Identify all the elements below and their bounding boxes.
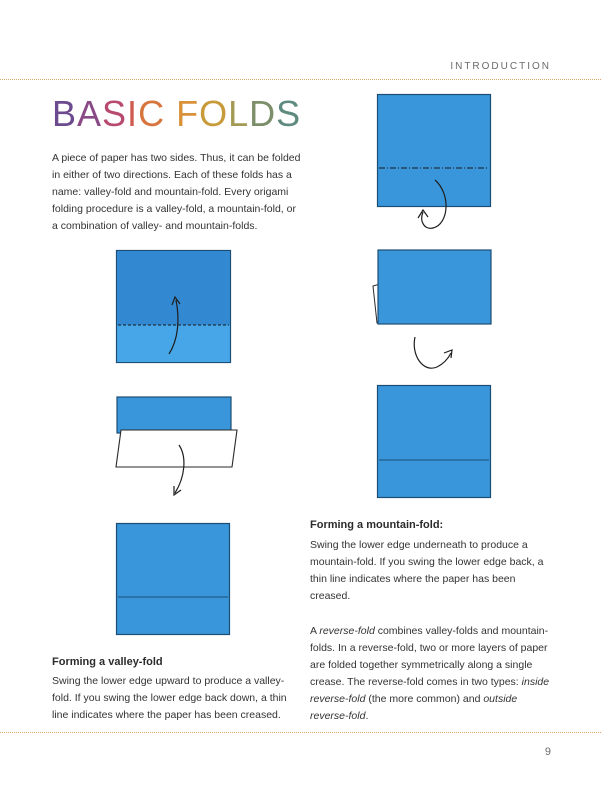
title-letter: I — [127, 93, 139, 134]
running-head: INTRODUCTION — [450, 61, 551, 72]
paper-square — [117, 524, 230, 635]
top-dotted-rule — [0, 79, 601, 80]
title-letter — [165, 93, 176, 134]
paper-square — [378, 95, 491, 207]
intro-paragraph: A piece of paper has two sides. Thus, it can be folded in either of two directions. Each of these folds has a name: valley-fold and mountain-fold. Every origami folding procedure is a valley-fold, a mountain-fold, or a combination of valley- and mountain-folds. — [52, 152, 301, 232]
valley-fold-description: Swing the lower edge upward to produce a valley-fold. If you swing the lower edge back down, a thin line indicates where the paper has been creased. — [52, 675, 287, 721]
title-letter: O — [199, 93, 229, 134]
title-letter: C — [138, 93, 166, 134]
term-inside-reverse-fold: inside reverse-fold — [310, 676, 550, 705]
title-letter: L — [228, 93, 250, 134]
term-reverse-fold: reverse-fold — [319, 625, 375, 637]
page-title — [52, 94, 301, 134]
mountain-fold-heading: Forming a mountain-fold: — [310, 519, 444, 531]
reverse-fold-paragraph: A reverse-fold combines valley-folds and mountain-folds. In a reverse-fold, two or more layers of paper are folded together symmetrically along a single crease. The reverse-fold comes in two types: inside reverse-fold (the more common) and outside reverse-fold. — [310, 625, 550, 722]
title-letter: S — [102, 93, 128, 134]
title-letter: D — [249, 93, 277, 134]
page-number: 9 — [544, 746, 551, 758]
paper-top-half — [378, 250, 491, 324]
valley-fold-step3-diagram — [116, 523, 236, 643]
term-outside-reverse-fold: outside reverse-fold — [310, 693, 518, 722]
title-letter: A — [77, 93, 103, 134]
title-letter: S — [276, 93, 302, 134]
valley-fold-step2-diagram — [113, 393, 243, 503]
mountain-fold-description: Swing the lower edge underneath to produce a mountain-fold. If you swing the lower edge back, a thin line indicates where the paper has been creased. — [310, 539, 544, 602]
title-letter: F — [176, 93, 200, 134]
mountain-fold-step1-diagram — [377, 94, 497, 234]
valley-fold-heading: Forming a valley-fold — [52, 656, 163, 668]
paper-square — [378, 386, 491, 498]
mountain-fold-step3-diagram — [377, 385, 497, 505]
paper-top-half — [117, 397, 231, 433]
folded-flap — [116, 430, 237, 467]
mountain-fold-step2-diagram — [371, 249, 501, 379]
title-letter: B — [52, 93, 78, 134]
valley-fold-step1-diagram — [116, 250, 236, 370]
arrowhead — [418, 210, 428, 218]
bottom-dotted-rule — [0, 732, 601, 733]
